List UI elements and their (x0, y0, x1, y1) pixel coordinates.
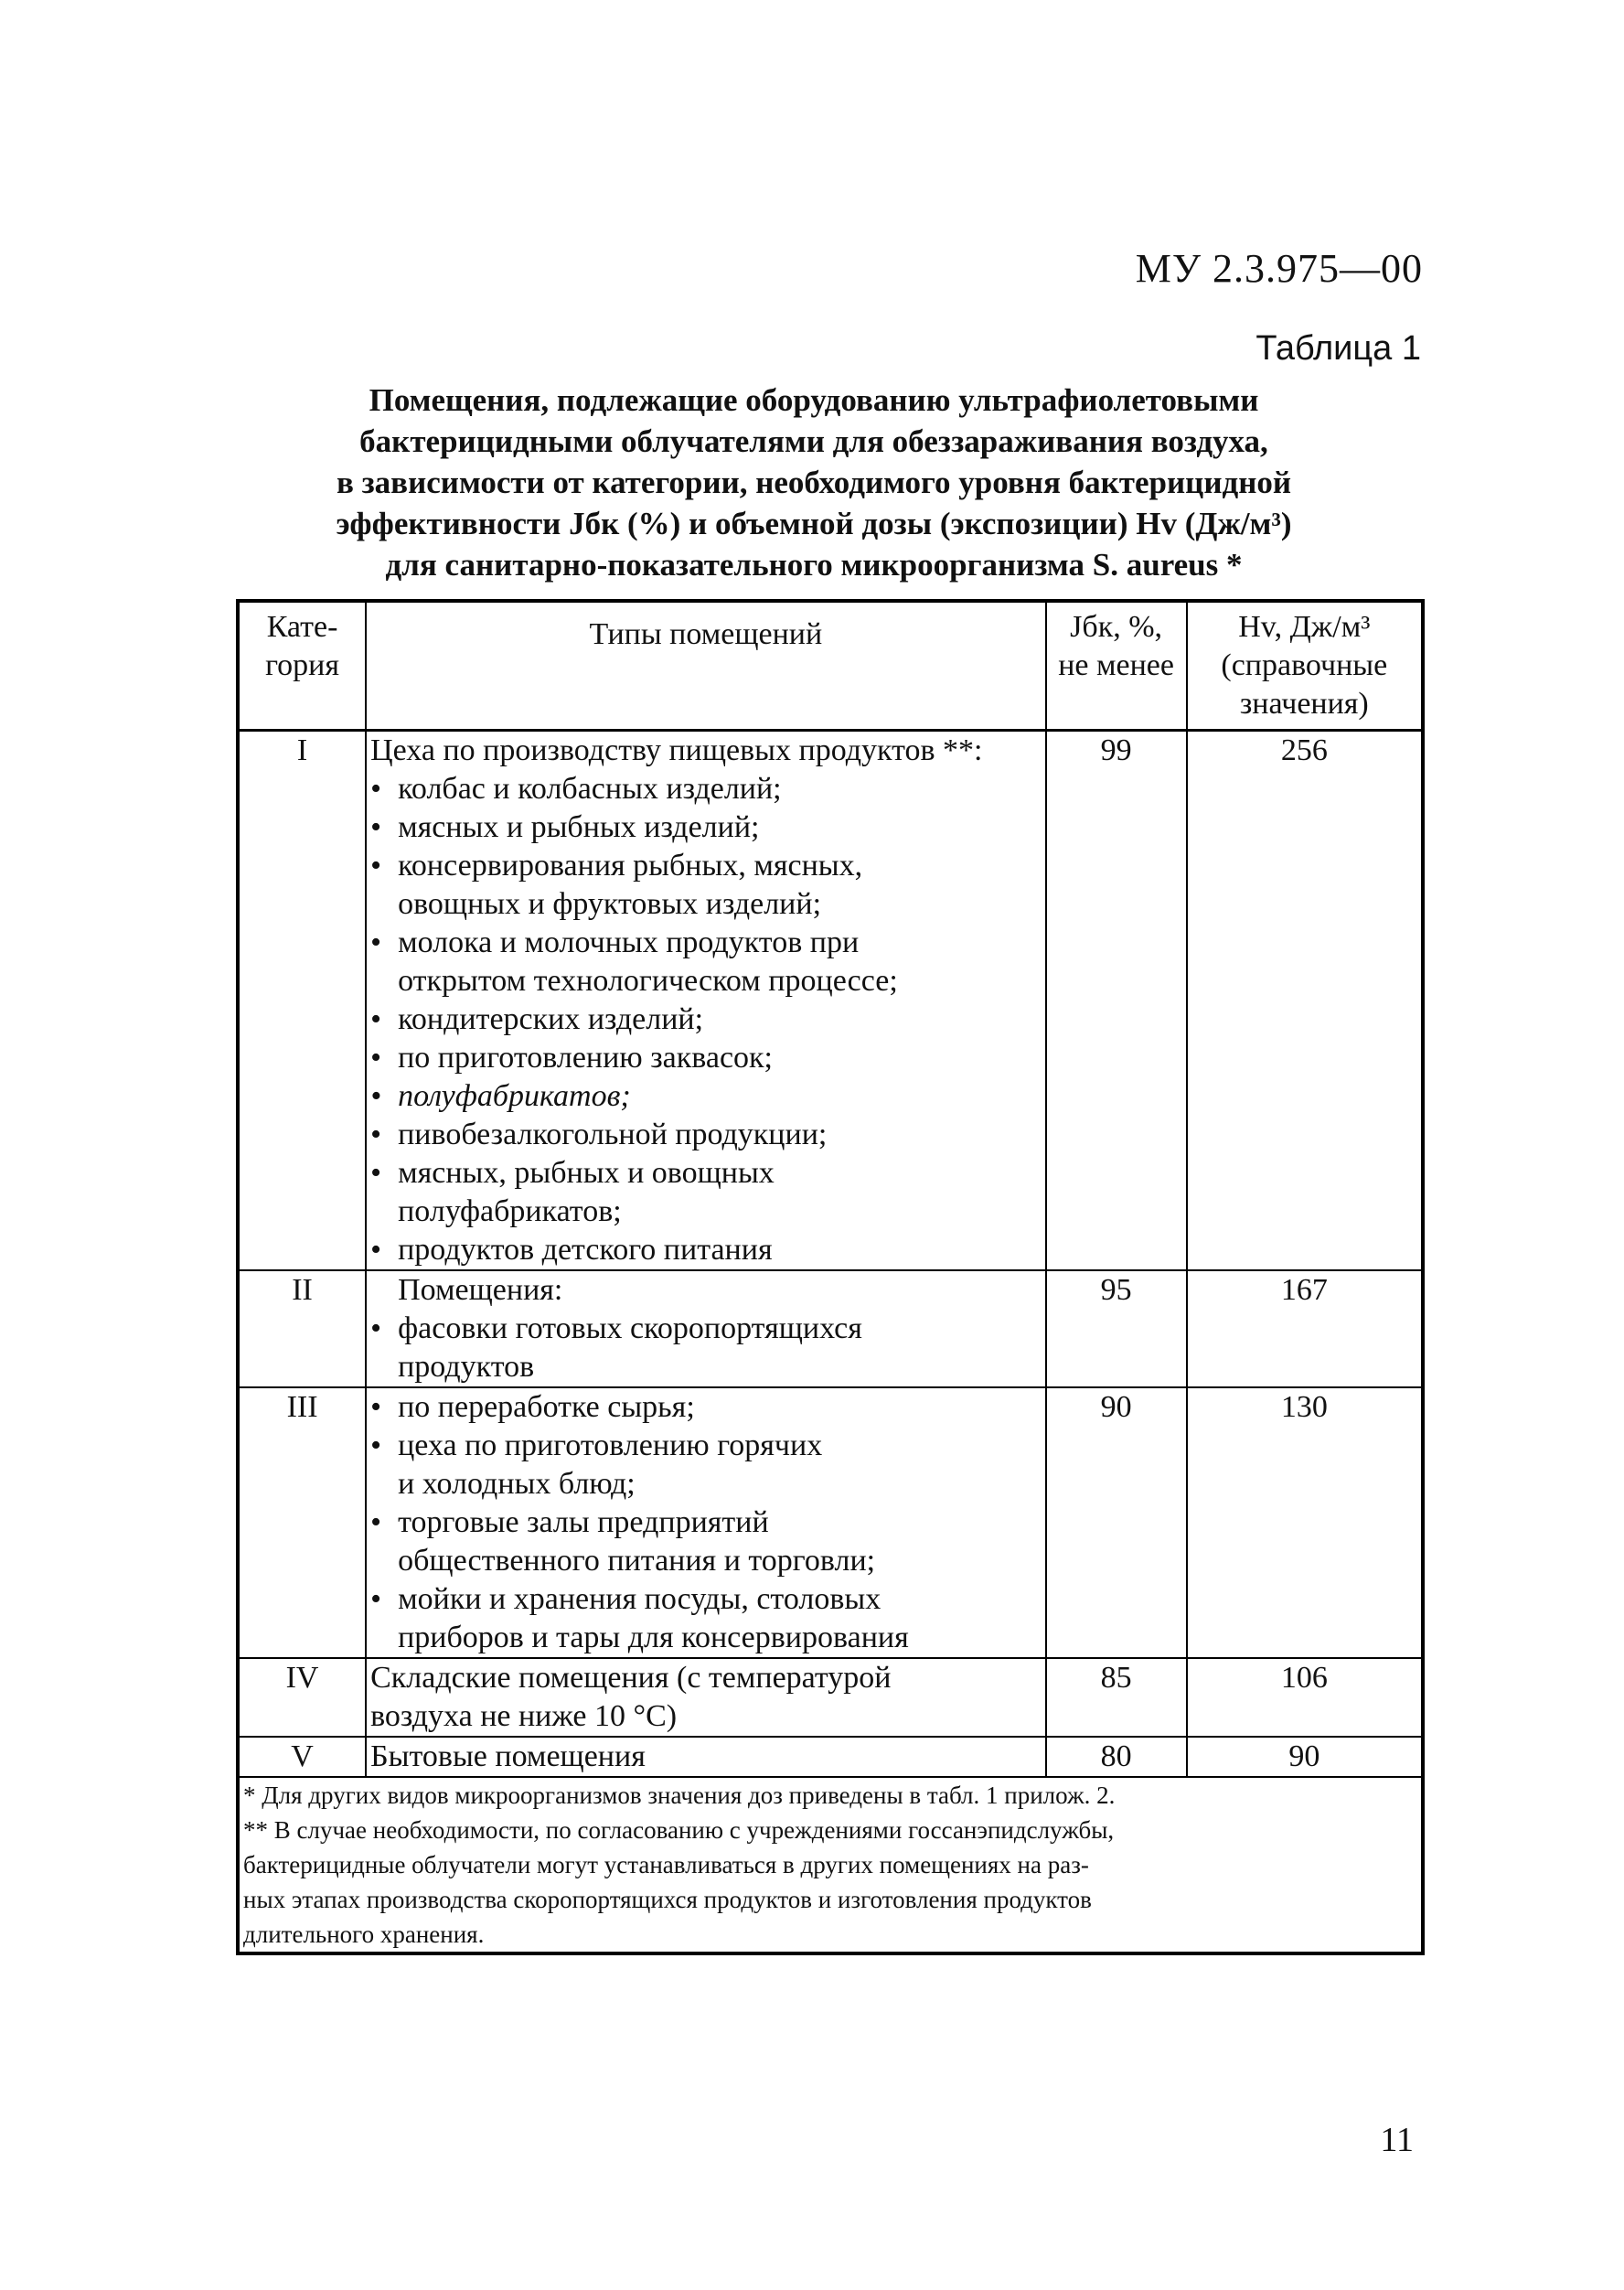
header-category-line: Кате- (266, 610, 338, 644)
premises-list-item: • цеха по приготовлению горячих (370, 1427, 1042, 1465)
premises-list-item: Бытовые помещения (370, 1739, 646, 1773)
table-row (238, 1387, 1423, 1658)
premises-list-item: • кондитерских изделий; (370, 1001, 1042, 1039)
note-line: бактерицидные облучатели могут устанавливаться в других помещениях на раз- (243, 1851, 1089, 1878)
premises-list-item: • по приготовлению заквасок; (370, 1039, 1042, 1077)
premises-list-item: продуктов (398, 1350, 535, 1384)
note-line: * Для других видов микроорганизмов значения доз приведены в табл. 1 прилож. 2. (243, 1782, 1116, 1809)
premises-list-item: и холодных блюд; (398, 1467, 636, 1501)
header-efficiency (1046, 601, 1187, 731)
premises-list-item: общественного питания и торговли; (398, 1544, 876, 1578)
category-cell: IV (238, 1658, 366, 1737)
premises-types-cell (366, 1737, 1046, 1777)
efficiency-cell: 99 (1046, 731, 1187, 1271)
premises-list-item: • мойки и хранения посуды, столовых (370, 1580, 1042, 1619)
premises-list (370, 1659, 1042, 1736)
premises-list-item: • мясных и рыбных изделий; (370, 808, 1042, 847)
table-caption (274, 380, 1353, 585)
caption-line: Помещения, подлежащие оборудованию ультрафиолетовыми (369, 382, 1259, 418)
premises-list (370, 732, 1042, 1269)
header-dose-line: Hv, Дж/м³ (1238, 610, 1371, 644)
premises-list-item: • полуфабрикатов; (370, 1077, 1042, 1116)
caption-line: для санитарно-показательного микроорганизма S. aureus * (385, 547, 1243, 583)
premises-list-item: Складские помещения (с температурой (370, 1661, 892, 1695)
premises-list-item: • пивобезалкогольной продукции; (370, 1116, 1042, 1154)
caption-line: в зависимости от категории, необходимого уровня бактерицидной (336, 465, 1292, 500)
dose-cell: 106 (1187, 1658, 1423, 1737)
table-row (238, 731, 1423, 1271)
dose-cell: 256 (1187, 731, 1423, 1271)
header-dose-line: (справочные (1221, 648, 1388, 682)
header-types-label: Типы помещений (589, 617, 823, 651)
premises-list (370, 1738, 1042, 1776)
premises-list-item: воздуха не ниже 10 °С) (370, 1699, 678, 1733)
header-dose (1187, 601, 1423, 731)
document-code: МУ 2.3.975—00 (1135, 246, 1423, 291)
category-cell: I (238, 731, 366, 1271)
table-body (238, 731, 1423, 1778)
category-cell: II (238, 1270, 366, 1387)
table-notes (238, 1777, 1423, 1953)
premises-list-item: приборов и тары для консервирования (398, 1621, 909, 1654)
header-efficiency-line: не менее (1058, 648, 1174, 682)
table-row (238, 1270, 1423, 1387)
premises-list-item: • фасовки готовых скоропортящихся (370, 1310, 1042, 1348)
category-cell: V (238, 1737, 366, 1777)
premises-list-item: • мясных, рыбных и овощных (370, 1154, 1042, 1193)
premises-list-item: • колбас и колбасных изделий; (370, 770, 1042, 808)
premises-list-item: Цеха по производству пищевых продуктов **: (370, 733, 983, 767)
efficiency-cell: 80 (1046, 1737, 1187, 1777)
efficiency-cell: 90 (1046, 1387, 1187, 1658)
premises-list-item: овощных и фруктовых изделий; (398, 887, 822, 921)
premises-list-item: Помещения: (398, 1273, 563, 1307)
note-line: ** В случае необходимости, по согласованию с учреждениями госсанэпидслужбы, (243, 1816, 1115, 1844)
table-row (238, 1737, 1423, 1777)
header-types (366, 601, 1046, 731)
efficiency-cell: 85 (1046, 1658, 1187, 1737)
premises-list-item: • продуктов детского питания (370, 1231, 1042, 1269)
caption-line: бактерицидными облучателями для обеззараживания воздуха, (359, 423, 1268, 459)
premises-list-item: открытом технологическом процессе; (398, 964, 898, 998)
premises-types-cell (366, 1387, 1046, 1658)
premises-list-item: • консервирования рыбных, мясных, (370, 847, 1042, 885)
header-dose-line: значения) (1239, 687, 1369, 721)
note-line: длительного хранения. (243, 1921, 485, 1948)
premises-list (370, 1271, 1042, 1386)
dose-cell: 130 (1187, 1387, 1423, 1658)
page-number: 11 (1380, 2121, 1414, 2159)
premises-types-cell (366, 1270, 1046, 1387)
header-efficiency-line: Jбк, %, (1070, 610, 1163, 644)
table-number: Таблица 1 (1255, 329, 1421, 368)
premises-types-cell (366, 1658, 1046, 1737)
premises-list-item: полуфабрикатов; (398, 1194, 622, 1228)
category-cell: III (238, 1387, 366, 1658)
premises-list-item: • молока и молочных продуктов при (370, 924, 1042, 962)
dose-cell: 90 (1187, 1737, 1423, 1777)
header-category-line: гория (265, 648, 340, 682)
header-category (238, 601, 366, 731)
premises-list-item: • торговые залы предприятий (370, 1503, 1042, 1542)
efficiency-cell: 95 (1046, 1270, 1187, 1387)
premises-list-item: • по переработке сырья; (370, 1388, 1042, 1427)
table-header-row (238, 601, 1423, 731)
premises-list (370, 1388, 1042, 1657)
note-line: ных этапах производства скоропортящихся продуктов и изготовления продуктов (243, 1886, 1092, 1913)
table-notes-row (238, 1777, 1423, 1953)
table-row (238, 1658, 1423, 1737)
premises-types-cell (366, 731, 1046, 1271)
caption-line: эффективности Jбк (%) и объемной дозы (экспозиции) Hv (Дж/м³) (336, 506, 1292, 541)
premises-table (236, 599, 1425, 1955)
dose-cell: 167 (1187, 1270, 1423, 1387)
